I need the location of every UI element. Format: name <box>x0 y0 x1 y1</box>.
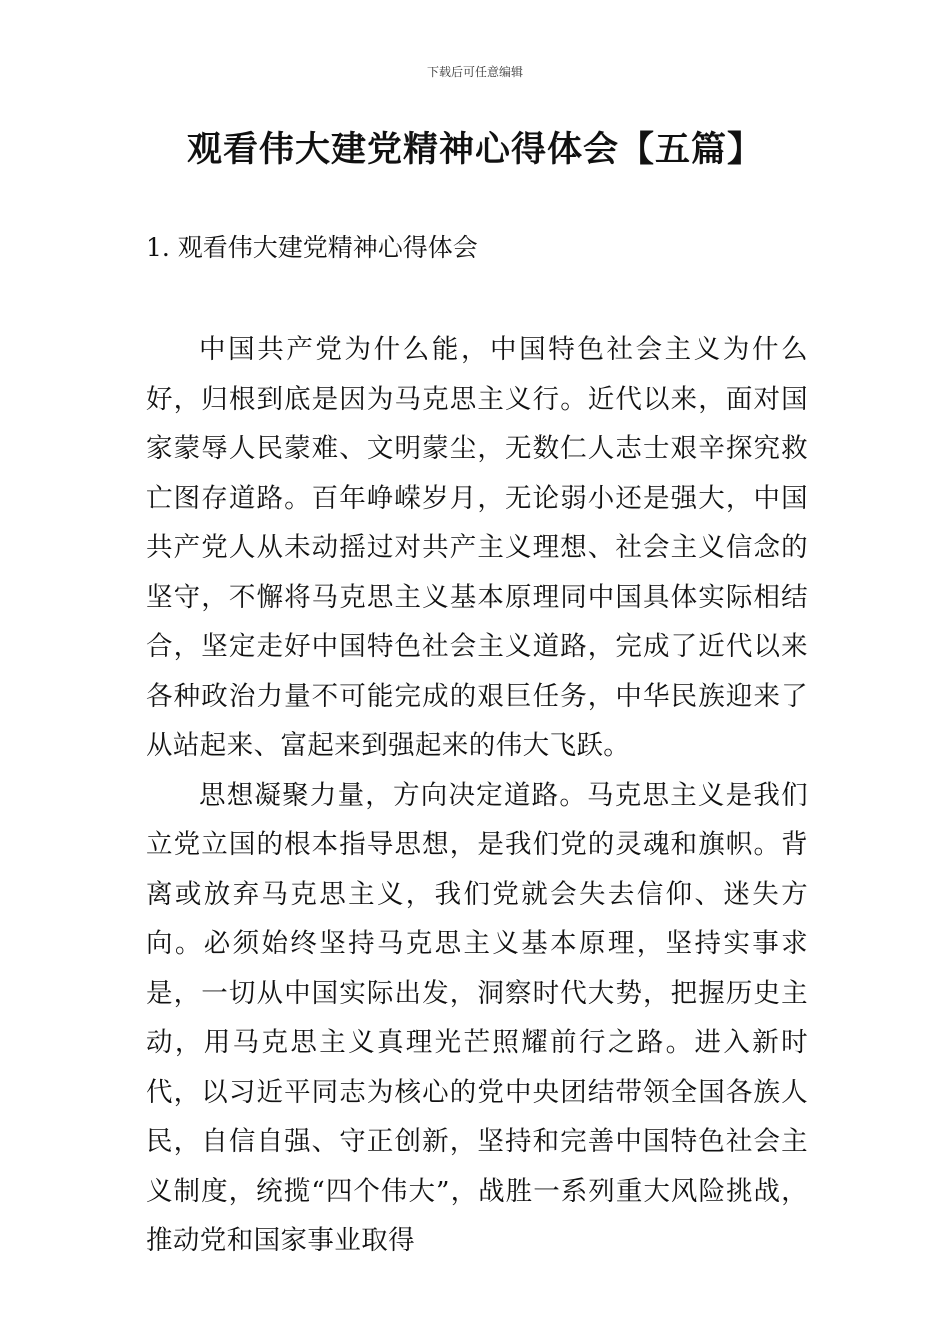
document-title: 观看伟大建党精神心得体会【五篇】 <box>186 130 763 170</box>
header-note: 下载后可任意编辑 <box>426 65 523 79</box>
section-heading: 1. 观看伟大建党精神心得体会 <box>146 233 478 262</box>
body-paragraph: 中国共产党为什么能，中国特色社会主义为什么好，归根到底是因为马克思主义行。近代以来，面对国家蒙辱人民蒙难、文明蒙尘，无数仁人志士艰辛探究救亡图存道路。百年峥嵘岁月，无论弱小还是强大，中国共产党人从未动摇过对共产主义理想、社会主义信念的坚守，不懈将马克思主义基本原理同中国具体实际相结合，坚定走好中国特色社会主义道路，完成了近代以来各种政治力量不可能完成的艰巨任务，中华民族迎来了从站起来、富起来到强起来的伟大飞跃。 <box>146 334 808 761</box>
body-paragraph: 思想凝聚力量，方向决定道路。马克思主义是我们立党立国的根本指导思想，是我们党的灵魂和旗帜。背离或放弃马克思主义，我们党就会失去信仰、迷失方向。必须始终坚持马克思主义基本原理，坚持实事求是，一切从中国实际出发，洞察时代大势，把握历史主动，用马克思主义真理光芒照耀前行之路。进入新时代，以习近平同志为核心的党中央团结带领全国各族人民，自信自强、守正创新，坚持和完善中国特色社会主义制度，统揽“四个伟大”，战胜一系列重大风险挑战，推动党和国家事业取得 <box>146 779 808 1256</box>
document-body <box>146 325 808 1266</box>
